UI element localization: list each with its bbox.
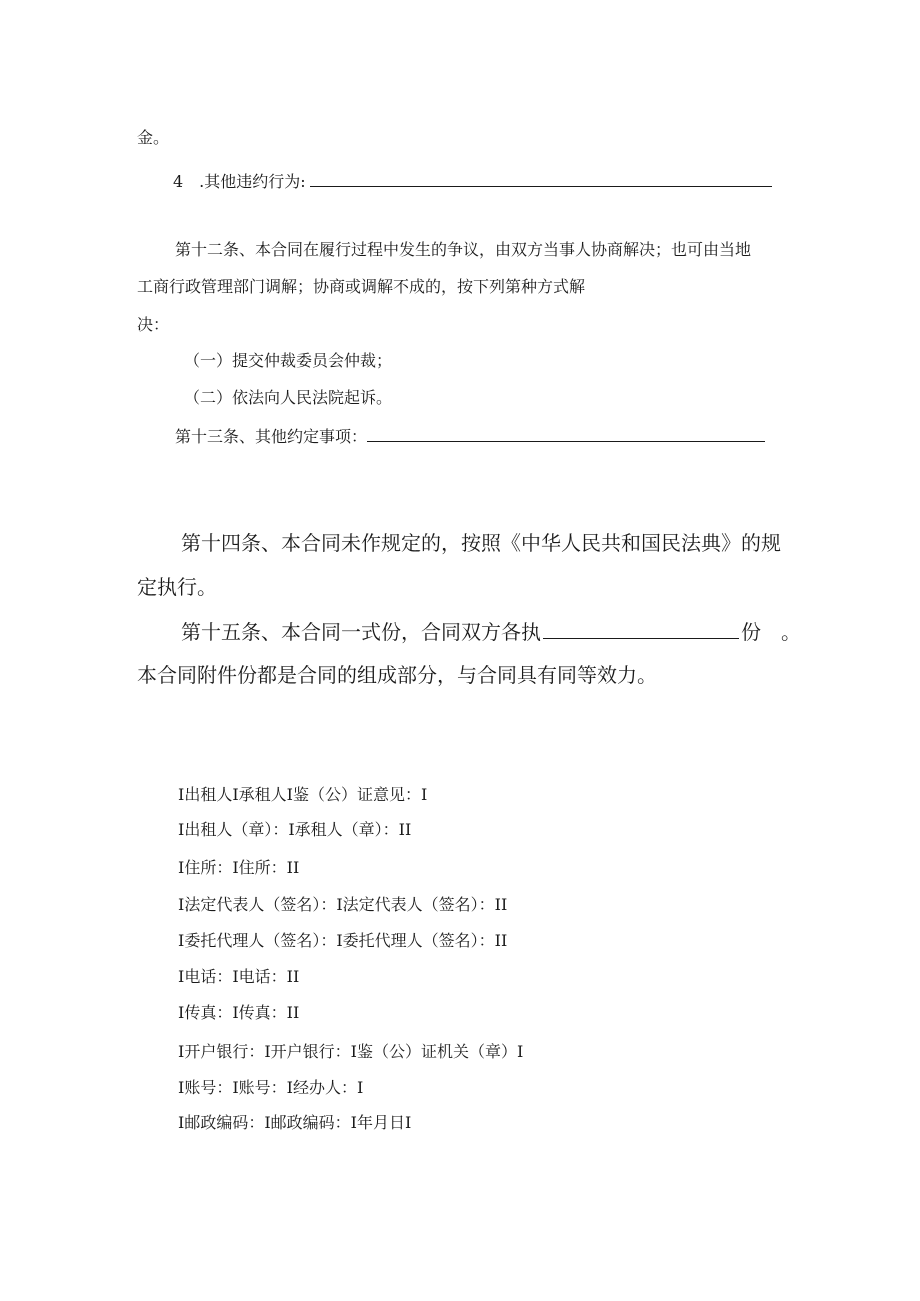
item-4-blank-line (310, 170, 772, 187)
signature-row-agent: I委托代理人（签名）：I委托代理人（签名）：II (178, 931, 508, 950)
clause-13-blank-line (367, 425, 765, 442)
clause-15-blank-line (543, 618, 739, 639)
clause-12-option-2: （二）依法向人民法院起诉。 (184, 388, 393, 407)
signature-row-legal-rep: I法定代表人（签名）：I法定代表人（签名）：II (178, 895, 508, 914)
signature-row-seal: I出租人（章）：I承租人（章）：II (178, 820, 412, 839)
signature-row-bank: I开户银行：I开户银行：I鉴（公）证机关（章）I (178, 1042, 524, 1061)
clause-15-line-1 (181, 618, 801, 645)
signature-row-fax: I传真：I传真：II (178, 1003, 300, 1022)
clause-12-line-2: 工商行政管理部门调解；协商或调解不成的，按下列第种方式解 (137, 277, 586, 296)
clause-12-line-1: 第十二条、本合同在履行过程中发生的争议，由双方当事人协商解决；也可由当地 (175, 240, 752, 259)
clause-14-line-1: 第十四条、本合同未作规定的，按照《中华人民共和国民法典》的规 (181, 531, 781, 555)
clause-14-line-2: 定执行。 (137, 575, 217, 599)
signature-row-phone: I电话：I电话：II (178, 967, 300, 986)
clause-12-line-3: 决： (137, 315, 170, 334)
clause-15-line-2: 本合同附件份都是合同的组成部分，与合同具有同等效力。 (137, 663, 657, 687)
clause-13-label: 第十三条、其他约定事项： (175, 427, 368, 446)
clause-15-text-part-2: 份 。 (741, 620, 801, 644)
signature-row-address: I住所：I住所：II (178, 858, 300, 877)
item-4-label: 4 .其他违约行为: (173, 172, 306, 191)
clause-13 (175, 425, 765, 447)
continued-text: 金。 (137, 128, 170, 147)
signature-row-parties: I出租人I承租人I鉴（公）证意见：I (178, 785, 428, 804)
clause-12-option-1: （一）提交仲裁委员会仲裁； (184, 351, 393, 370)
clause-11-item-4 (173, 170, 772, 192)
clause-15-text-part-1: 第十五条、本合同一式份，合同双方各执 (181, 620, 541, 644)
signature-row-postcode: I邮政编码：I邮政编码：I年月日I (178, 1113, 412, 1132)
signature-row-account: I账号：I账号：I经办人：I (178, 1078, 364, 1097)
